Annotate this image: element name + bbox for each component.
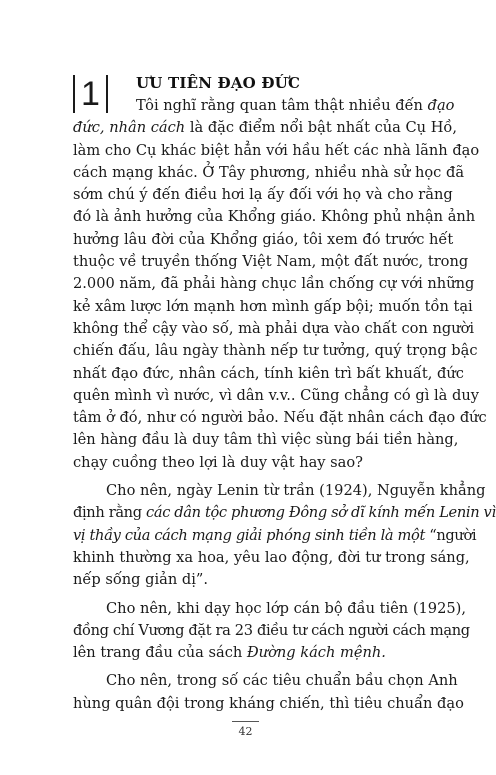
text-line: khinh thường xa hoa, yêu lao động, đời tư trong sáng, bbox=[73, 548, 470, 566]
body-text bbox=[73, 95, 496, 715]
text-line: hưởng lâu đời của Khổng giáo, tôi xem đó trước hết bbox=[73, 230, 454, 248]
text-line: cách mạng khác. Ở Tây phương, nhiều nhà sử học đã bbox=[73, 163, 465, 181]
text-line: tâm ở đó, như có người bảo. Nếu đặt nhân cách đạo đức bbox=[73, 409, 487, 427]
text-line: định rằng các dân tộc phương Đông sở dĩ kính mến Lenin vì bbox=[73, 504, 496, 522]
text-line: vị thầy của cách mạng giải phóng sinh tiền là một “người bbox=[73, 526, 477, 544]
text-line: làm cho Cụ khác biệt hẳn với hầu hết các nhà lãnh đạo bbox=[73, 141, 480, 159]
footer-rule bbox=[232, 721, 259, 722]
text-line: hùng quân đội trong kháng chiến, thì tiêu chuẩn đạo bbox=[73, 694, 464, 712]
text-line: đồng chí Vương đặt ra 23 điều tư cách người cách mạng bbox=[73, 621, 470, 639]
text-line: chiến đấu, lâu ngày thành nếp tư tưởng, quý trọng bậc bbox=[73, 342, 478, 360]
text-line: Cho nên, trong số các tiêu chuẩn bầu chọn Anh bbox=[106, 672, 458, 690]
text-line: 2.000 năm, đã phải hàng chục lần chống cự với những bbox=[73, 275, 475, 293]
text-line: quên mình vì nước, vì dân v.v.. Cũng chẳng có gì là duy bbox=[73, 386, 479, 404]
text-line: kẻ xâm lược lớn mạnh hơn mình gấp bội; muốn tồn tại bbox=[73, 297, 473, 315]
page-number: 42 bbox=[238, 725, 253, 738]
text-line: sớm chú ý đến điều hơi lạ ấy đối với họ và cho rằng bbox=[73, 186, 453, 204]
text-line: đó là ảnh hưởng của Khổng giáo. Không phủ nhận ảnh bbox=[73, 208, 476, 226]
text-line: Tôi nghĩ rằng quan tâm thật nhiều đến đạo bbox=[136, 97, 455, 114]
chapter-number: 1 bbox=[81, 75, 100, 113]
text-line: Cho nên, khi dạy học lớp cán bộ đầu tiên (1925), bbox=[106, 599, 466, 617]
text-line: thuộc về truyền thống Việt Nam, một đất nước, trong bbox=[73, 253, 469, 271]
text-line: chạy cuồng theo lợi là duy vật hay sao? bbox=[73, 453, 363, 471]
text-line: Cho nên, ngày Lenin từ trần (1924), Nguyễn khẳng bbox=[106, 482, 486, 500]
text-line: nếp sống giản dị”. bbox=[73, 571, 209, 589]
text-line: lên trang đầu của sách Đường kách mệnh. bbox=[73, 644, 386, 662]
text-line: đức, nhân cách là đặc điểm nổi bật nhất của Cụ Hồ, bbox=[73, 119, 457, 137]
chapter-title: ƯU TIÊN ĐẠO ĐỨC bbox=[136, 74, 301, 92]
text-line: lên hàng đầu là duy tâm thì việc sùng bái tiền hàng, bbox=[73, 431, 459, 449]
text-line: nhất đạo đức, nhân cách, tính kiên trì bất khuất, đức bbox=[73, 364, 464, 382]
text-line: không thể cậy vào số, mà phải dựa vào chất con người bbox=[73, 319, 475, 337]
